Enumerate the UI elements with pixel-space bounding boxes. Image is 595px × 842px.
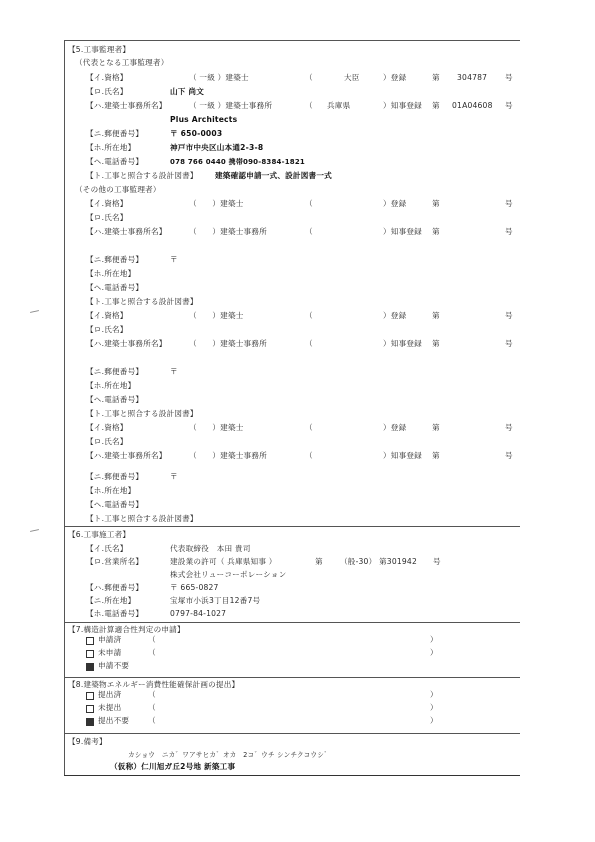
other1-qual-class: （ ）建築士 (189, 199, 244, 208)
contractor-phone-label: 【ホ.電話番号】 (86, 609, 144, 618)
other3-qual-no-label: 第 (432, 423, 440, 432)
other2-postal-mark: 〒 (170, 367, 178, 376)
checkbox-struct-not-applied[interactable] (86, 650, 94, 658)
energy-option-not-submitted: 未提出 (98, 703, 122, 712)
other3-office-class: （ ）建築士事務所 (189, 451, 267, 460)
other3-office-go: 号 (505, 451, 513, 460)
rep-office-go: 号 (505, 101, 513, 110)
rep-address-label: 【ホ.所在地】 (86, 143, 136, 152)
other3-phone-label: 【ヘ.電話番号】 (86, 500, 144, 509)
other3-office-reg-close: ）知事登録 (383, 451, 422, 460)
rep-office-class: （ 一級 ）建築士事務所 (189, 101, 273, 110)
divider-section-8 (64, 677, 520, 678)
divider-section-9 (64, 733, 520, 734)
other2-qual-no-label: 第 (432, 311, 440, 320)
contractor-biz-no: （般-30） 第301942 (340, 557, 417, 566)
divider-section-7 (64, 622, 520, 623)
other1-qual-no-label: 第 (432, 199, 440, 208)
other2-office-go: 号 (505, 339, 513, 348)
other1-office-label: 【ハ.建築士事務所名】 (86, 227, 167, 236)
other1-phone-label: 【ヘ.電話番号】 (86, 283, 144, 292)
divider-bottom (64, 775, 520, 776)
rep-docs-value: 建築確認申請一式、設計図書一式 (215, 171, 332, 180)
contractor-phone-value: 0797-84-1027 (170, 609, 227, 618)
representative-title: （代表となる工事監理者） (75, 58, 169, 67)
rep-office-name: Plus Architects (170, 115, 238, 124)
rep-qual-class: （ 一級 ）建築士 (189, 73, 249, 82)
energy-option-not-required: 提出不要 (98, 716, 130, 725)
rep-office-reg-close: ）知事登録 (383, 101, 422, 110)
struct-option-not-required: 申請不要 (98, 661, 130, 670)
energy-option-submitted: 提出済 (98, 690, 122, 699)
contractor-address-label: 【ニ.所在地】 (86, 596, 136, 605)
other3-qual-class: （ ）建築士 (189, 423, 244, 432)
struct-option-applied: 申請済 (98, 635, 122, 644)
rep-postal-value: 〒 650-0003 (170, 129, 223, 138)
rep-qual-label: 【イ.資格】 (86, 73, 128, 82)
other1-office-class: （ ）建築士事務所 (189, 227, 267, 236)
struct-paren-open: （ (148, 648, 156, 657)
other1-postal-label: 【ニ.郵便番号】 (86, 255, 144, 264)
remarks-project-title: （仮称）仁川旭ガ丘2号地 新築工事 (110, 762, 236, 771)
other3-qual-reg-close: ）登録 (383, 423, 407, 432)
contractor-postal-value: 〒 665-0827 (170, 583, 219, 592)
other2-qual-reg-close: ）登録 (383, 311, 407, 320)
other-title: （その他の工事監理者） (75, 185, 161, 194)
rep-docs-label: 【ト.工事と照合する設計図書】 (86, 171, 198, 180)
other2-phone-label: 【ヘ.電話番号】 (86, 395, 144, 404)
other2-postal-label: 【ニ.郵便番号】 (86, 367, 144, 376)
other1-qual-label: 【イ.資格】 (86, 199, 128, 208)
checkbox-struct-applied[interactable] (86, 637, 94, 645)
contractor-postal-label: 【ハ.郵便番号】 (86, 583, 144, 592)
other3-office-reg-open: （ (305, 451, 313, 460)
rep-phone-value: 078 766 0440 携帯090-8384-1821 (170, 158, 306, 166)
other1-office-no-label: 第 (432, 227, 440, 236)
contractor-name-label: 【イ.氏名】 (86, 544, 128, 553)
rep-phone-label: 【ヘ.電話番号】 (86, 157, 144, 166)
checkbox-energy-submitted[interactable] (86, 692, 94, 700)
other2-name-label: 【ロ.氏名】 (86, 325, 128, 334)
other3-office-label: 【ハ.建築士事務所名】 (86, 451, 167, 460)
checkbox-energy-not-submitted[interactable] (86, 705, 94, 713)
other1-qual-go: 号 (505, 199, 513, 208)
other2-qual-reg-open: （ (305, 311, 313, 320)
other2-qual-label: 【イ.資格】 (86, 311, 128, 320)
contractor-company: 株式会社リューコーポレーション (170, 570, 287, 579)
other3-qual-go: 号 (505, 423, 513, 432)
section9-header: 【9.備考】 (68, 737, 107, 746)
energy-paren-open: （ (148, 703, 156, 712)
other1-name-label: 【ロ.氏名】 (86, 213, 128, 222)
energy-paren-close: ） (430, 703, 438, 712)
rep-address-value: 神戸市中央区山本通2-3-8 (170, 143, 264, 152)
rep-qual-no-label: 第 (432, 73, 440, 82)
other3-postal-mark: 〒 (170, 472, 178, 481)
other1-office-go: 号 (505, 227, 513, 236)
energy-paren-open: （ (148, 716, 156, 725)
rep-office-label: 【ハ.建築士事務所名】 (86, 101, 167, 110)
rep-office-no: 01A04608 (452, 101, 493, 110)
other1-office-reg-open: （ (305, 227, 313, 236)
rep-office-no-label: 第 (432, 101, 440, 110)
other2-docs-label: 【ト.工事と照合する設計図書】 (86, 409, 198, 418)
rep-name-label: 【ロ.氏名】 (86, 87, 128, 96)
other1-qual-reg-close: ）登録 (383, 199, 407, 208)
struct-option-not-applied: 未申請 (98, 648, 122, 657)
other2-qual-go: 号 (505, 311, 513, 320)
rep-qual-reg-body: 大臣 (344, 73, 360, 82)
rep-postal-label: 【ニ.郵便番号】 (86, 129, 144, 138)
divider-section-6 (64, 526, 520, 527)
other2-office-reg-open: （ (305, 339, 313, 348)
other1-address-label: 【ホ.所在地】 (86, 269, 136, 278)
rep-qual-reg-close: ）登録 (383, 73, 407, 82)
section8-header: 【8.建築物エネルギー消費性能確保計画の提出】 (68, 680, 240, 689)
section6-header: 【6.工事施工者】 (68, 530, 131, 539)
struct-paren-open: （ (148, 635, 156, 644)
struct-paren-close: ） (430, 635, 438, 644)
other2-qual-class: （ ）建築士 (189, 311, 244, 320)
rep-office-reg-open: （ (305, 101, 313, 110)
other3-qual-label: 【イ.資格】 (86, 423, 128, 432)
other3-office-no-label: 第 (432, 451, 440, 460)
section7-header: 【7.構造計算適合性判定の申請】 (68, 625, 185, 634)
other1-docs-label: 【ト.工事と照合する設計図書】 (86, 297, 198, 306)
struct-paren-close: ） (430, 648, 438, 657)
rep-qual-no: 304787 (457, 73, 488, 82)
energy-paren-close: ） (430, 716, 438, 725)
other3-postal-label: 【ニ.郵便番号】 (86, 472, 144, 481)
other3-qual-reg-open: （ (305, 423, 313, 432)
other2-office-label: 【ハ.建築士事務所名】 (86, 339, 167, 348)
rep-qual-go: 号 (505, 73, 513, 82)
other1-postal-mark: 〒 (170, 255, 178, 264)
contractor-name-value: 代表取締役 本田 貴司 (170, 544, 251, 553)
divider-top (64, 40, 520, 41)
other2-office-reg-close: ）知事登録 (383, 339, 422, 348)
checkbox-struct-not-required[interactable] (86, 663, 94, 671)
contractor-biz-no-label: 第 (315, 557, 323, 566)
other2-office-class: （ ）建築士事務所 (189, 339, 267, 348)
other3-address-label: 【ホ.所在地】 (86, 486, 136, 495)
scan-speck (30, 310, 39, 313)
rep-name-value: 山下 尚文 (170, 87, 205, 96)
other1-qual-reg-open: （ (305, 199, 313, 208)
section5-header: 【5.工事監理者】 (68, 45, 131, 54)
form-left-border (64, 40, 65, 775)
scan-speck (30, 529, 39, 532)
contractor-biz-go: 号 (433, 557, 441, 566)
other2-address-label: 【ホ.所在地】 (86, 381, 136, 390)
other2-office-no-label: 第 (432, 339, 440, 348)
rep-qual-reg-open: （ (305, 73, 313, 82)
checkbox-energy-not-required[interactable] (86, 718, 94, 726)
contractor-address-value: 宝塚市小浜3丁目12番7号 (170, 596, 261, 605)
remarks-kana: カショウ ニカ゛ワアサヒカ゛オカ 2コ゛ウチ シンチクコウシ゛ (128, 751, 331, 759)
energy-paren-open: （ (148, 690, 156, 699)
rep-office-reg-body: 兵庫県 (327, 101, 351, 110)
contractor-biz-label: 【ロ.営業所名】 (86, 557, 144, 566)
other3-docs-label: 【ト.工事と照合する設計図書】 (86, 514, 198, 523)
energy-paren-close: ） (430, 690, 438, 699)
contractor-biz-permit: 建設業の許可（ 兵庫県知事 ） (170, 557, 277, 566)
other1-office-reg-close: ）知事登録 (383, 227, 422, 236)
other3-name-label: 【ロ.氏名】 (86, 437, 128, 446)
